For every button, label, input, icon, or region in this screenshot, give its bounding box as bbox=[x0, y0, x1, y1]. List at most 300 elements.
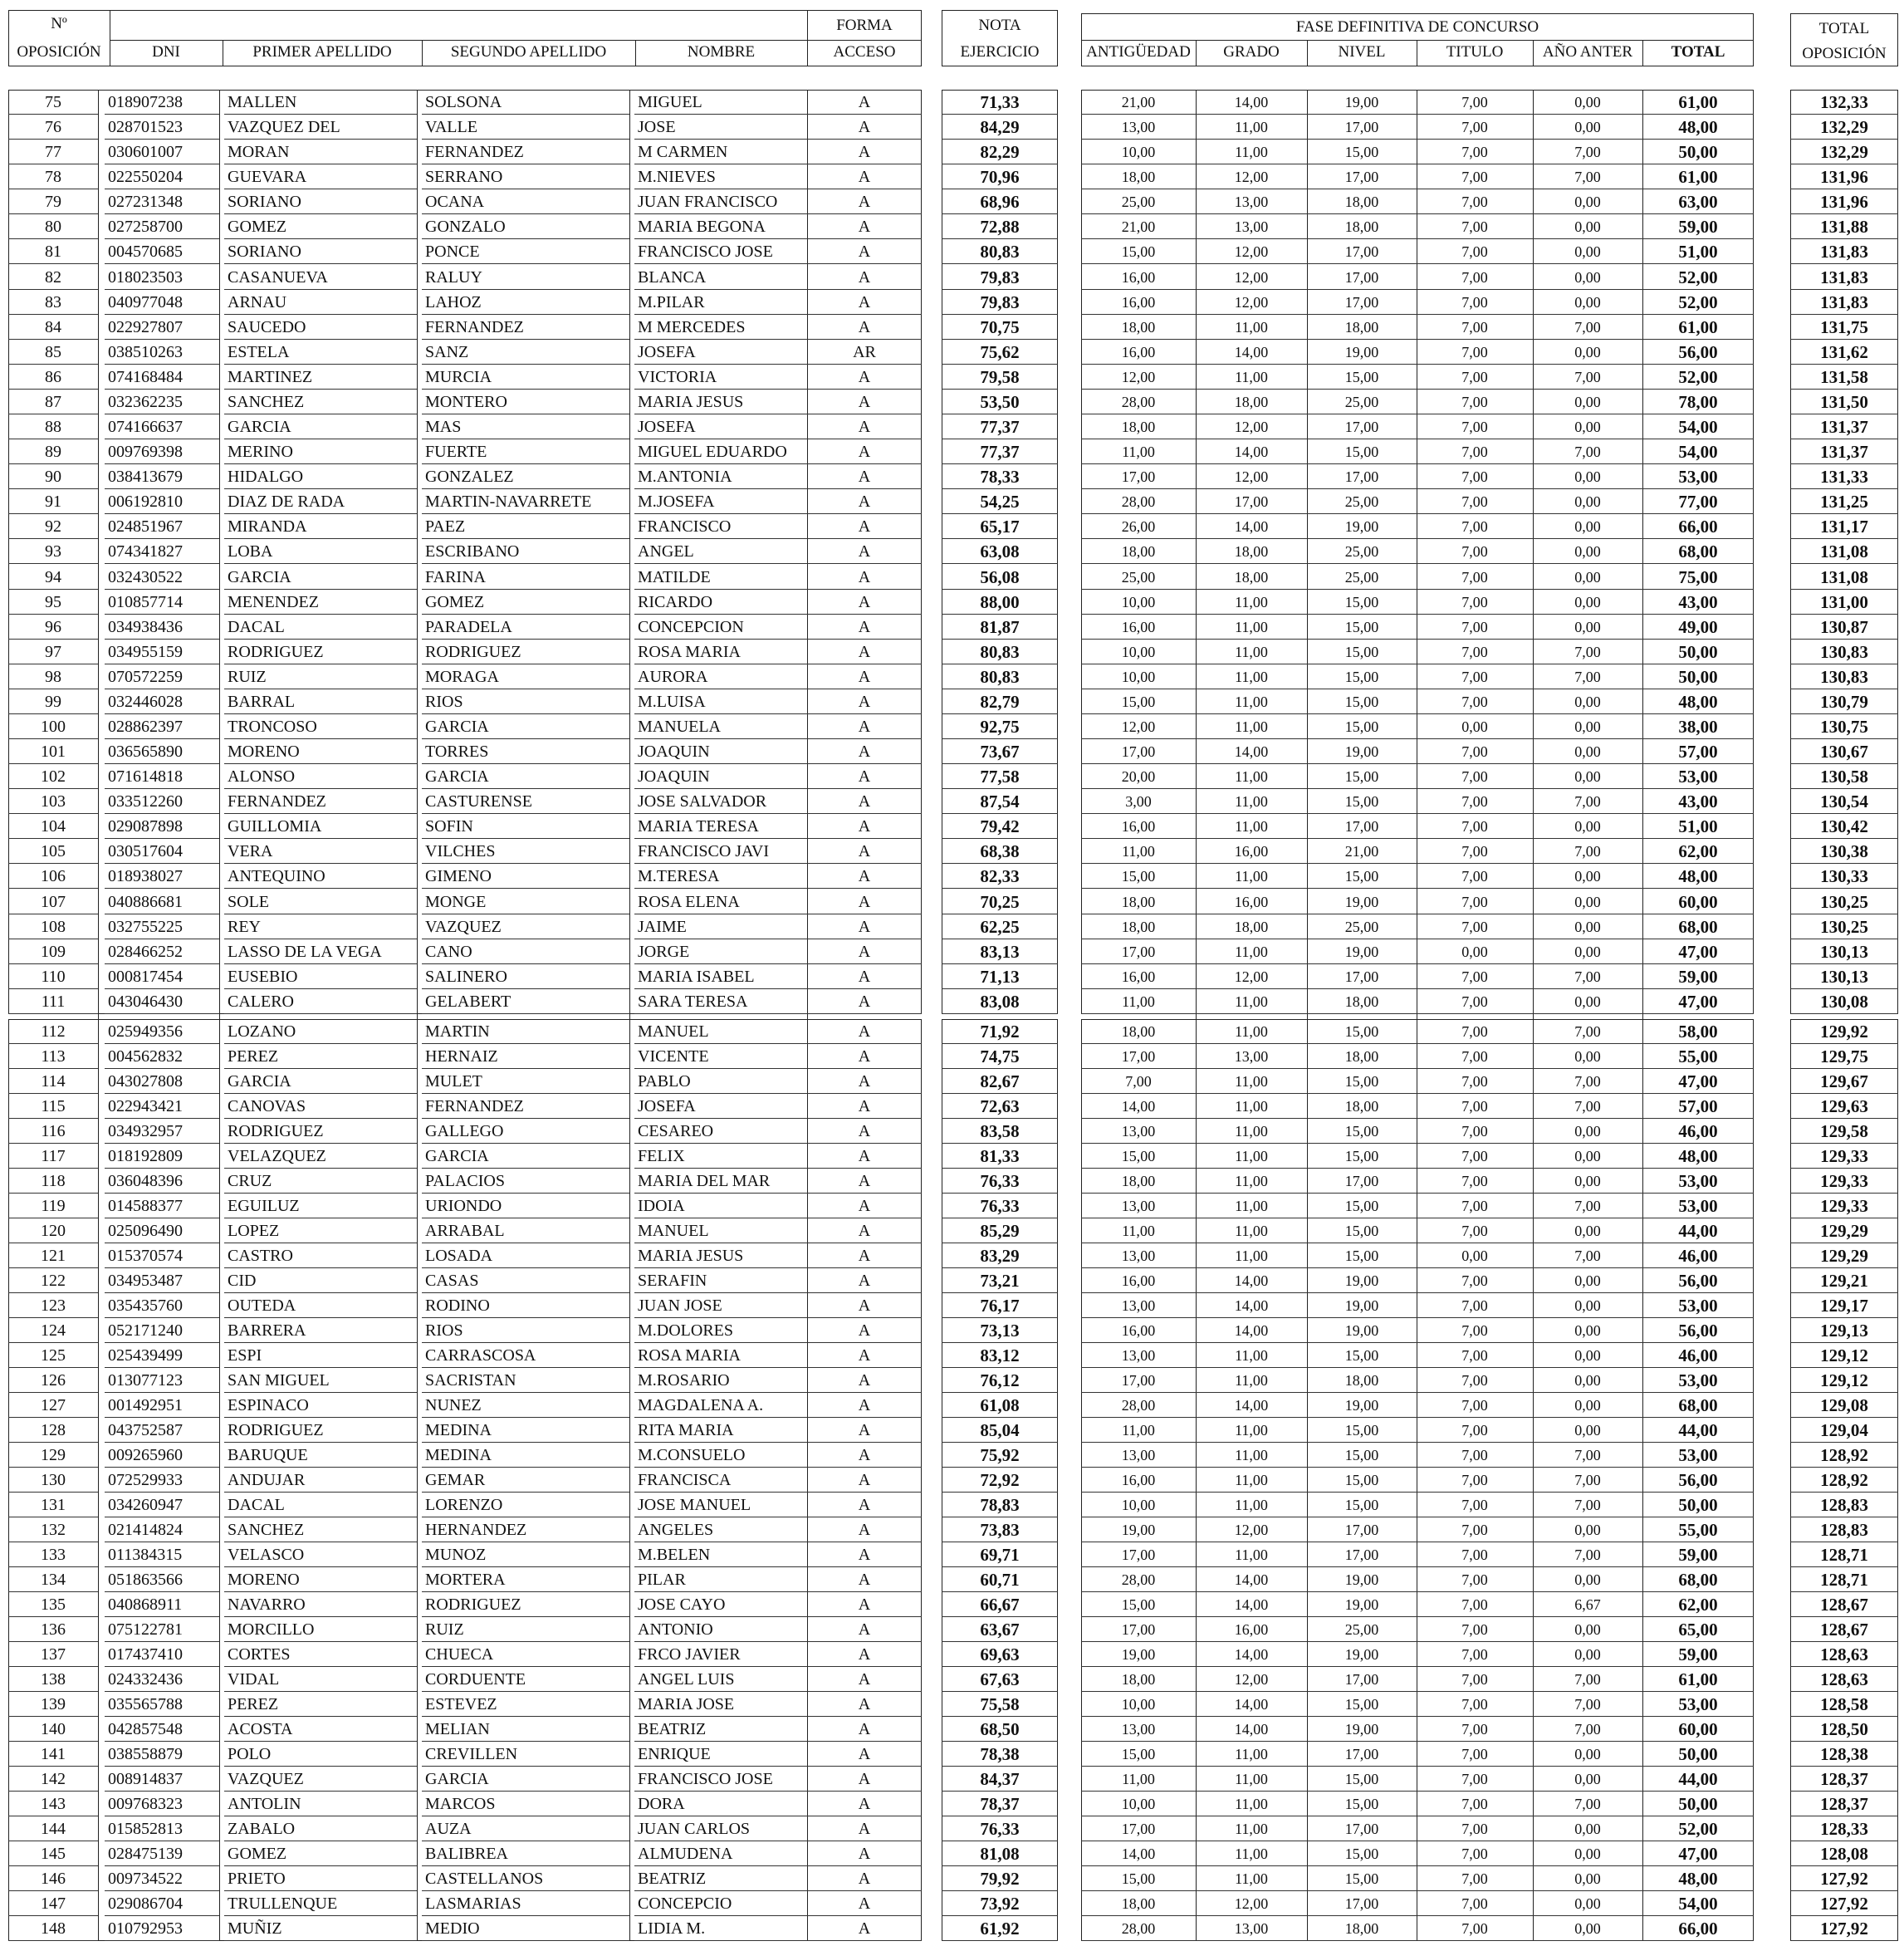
cell-forma-acceso: A bbox=[807, 890, 922, 914]
header-n-bottom: OPOSICIÓN bbox=[17, 43, 101, 61]
cell-forma-acceso: A bbox=[807, 764, 922, 789]
cell-anio-anter: 0,00 bbox=[1533, 714, 1642, 739]
cell-titulo: 7,00 bbox=[1417, 1343, 1533, 1368]
cell-anio-anter: 0,00 bbox=[1533, 739, 1642, 764]
cell-nota-ejercicio: 72,63 bbox=[942, 1094, 1058, 1119]
cell-segundo-apellido: PALACIOS bbox=[422, 1169, 629, 1194]
cell-antiguedad: 18,00 bbox=[1081, 1667, 1196, 1692]
cell-grado: 11,00 bbox=[1196, 590, 1307, 615]
cell-total-fase: 50,00 bbox=[1642, 640, 1754, 664]
cell-total-oposicion: 130,38 bbox=[1790, 839, 1898, 864]
cell-nota-ejercicio: 54,25 bbox=[942, 489, 1058, 514]
cell-nota-ejercicio: 67,63 bbox=[942, 1667, 1058, 1692]
cell-anio-anter: 7,00 bbox=[1533, 1667, 1642, 1692]
cell-dni: 074168484 bbox=[105, 365, 219, 390]
cell-nota-ejercicio: 79,42 bbox=[942, 814, 1058, 839]
cell-total-oposicion: 132,33 bbox=[1790, 90, 1898, 115]
cell-dni: 038558879 bbox=[105, 1742, 219, 1767]
cell-segundo-apellido: RODRIGUEZ bbox=[422, 1592, 629, 1617]
cell-primer-apellido: CALERO bbox=[224, 989, 417, 1014]
cell-anio-anter: 7,00 bbox=[1533, 1493, 1642, 1517]
cell-nivel: 15,00 bbox=[1307, 1119, 1417, 1144]
cell-total-oposicion: 129,29 bbox=[1790, 1218, 1898, 1243]
cell-total-oposicion: 129,08 bbox=[1790, 1393, 1898, 1418]
cell-total-fase: 50,00 bbox=[1642, 664, 1754, 689]
cell-forma-acceso: A bbox=[807, 164, 922, 189]
cell-nivel: 15,00 bbox=[1307, 1692, 1417, 1717]
cell-grado: 11,00 bbox=[1196, 1816, 1307, 1841]
cell-nivel: 15,00 bbox=[1307, 714, 1417, 739]
cell-titulo: 7,00 bbox=[1417, 489, 1533, 514]
table-row bbox=[0, 365, 1904, 390]
cell-antiguedad: 28,00 bbox=[1081, 1567, 1196, 1592]
cell-total-oposicion: 130,83 bbox=[1790, 664, 1898, 689]
table-row bbox=[0, 814, 1904, 839]
cell-anio-anter: 0,00 bbox=[1533, 265, 1642, 290]
cell-antiguedad: 10,00 bbox=[1081, 1692, 1196, 1717]
cell-n-oposicion: 76 bbox=[8, 115, 98, 140]
cell-segundo-apellido: RALUY bbox=[422, 265, 629, 290]
cell-total-fase: 53,00 bbox=[1642, 1194, 1754, 1218]
cell-nivel: 15,00 bbox=[1307, 1493, 1417, 1517]
cell-nota-ejercicio: 80,83 bbox=[942, 664, 1058, 689]
cell-nota-ejercicio: 79,58 bbox=[942, 365, 1058, 390]
cell-titulo: 7,00 bbox=[1417, 439, 1533, 464]
cell-segundo-apellido: VALLE bbox=[422, 115, 629, 140]
cell-grado: 11,00 bbox=[1196, 1742, 1307, 1767]
cell-nota-ejercicio: 78,83 bbox=[942, 1493, 1058, 1517]
cell-grado: 11,00 bbox=[1196, 1019, 1307, 1044]
cell-dni: 032430522 bbox=[105, 565, 219, 590]
cell-dni: 075122781 bbox=[105, 1617, 219, 1642]
cell-antiguedad: 25,00 bbox=[1081, 565, 1196, 590]
cell-nombre: MARIA BEGONA bbox=[634, 214, 807, 239]
cell-n-oposicion: 116 bbox=[8, 1119, 98, 1144]
cell-total-fase: 68,00 bbox=[1642, 1393, 1754, 1418]
cell-total-fase: 47,00 bbox=[1642, 939, 1754, 964]
cell-titulo: 7,00 bbox=[1417, 140, 1533, 164]
cell-total-fase: 53,00 bbox=[1642, 1368, 1754, 1393]
cell-dni: 040868911 bbox=[105, 1592, 219, 1617]
cell-antiguedad: 18,00 bbox=[1081, 414, 1196, 439]
cell-nivel: 17,00 bbox=[1307, 115, 1417, 140]
cell-n-oposicion: 130 bbox=[8, 1468, 98, 1493]
cell-total-oposicion: 130,42 bbox=[1790, 814, 1898, 839]
cell-nota-ejercicio: 74,75 bbox=[942, 1044, 1058, 1069]
cell-anio-anter: 0,00 bbox=[1533, 1368, 1642, 1393]
cell-nivel: 19,00 bbox=[1307, 1293, 1417, 1318]
cell-nota-ejercicio: 75,58 bbox=[942, 1692, 1058, 1717]
cell-primer-apellido: VAZQUEZ DEL bbox=[224, 115, 417, 140]
cell-total-fase: 56,00 bbox=[1642, 1468, 1754, 1493]
cell-anio-anter: 0,00 bbox=[1533, 489, 1642, 514]
cell-anio-anter: 0,00 bbox=[1533, 1169, 1642, 1194]
cell-n-oposicion: 101 bbox=[8, 739, 98, 764]
cell-grado: 11,00 bbox=[1196, 1468, 1307, 1493]
cell-segundo-apellido: FARINA bbox=[422, 565, 629, 590]
cell-total-fase: 53,00 bbox=[1642, 1692, 1754, 1717]
cell-dni: 015370574 bbox=[105, 1243, 219, 1268]
cell-antiguedad: 10,00 bbox=[1081, 590, 1196, 615]
cell-total-oposicion: 130,13 bbox=[1790, 939, 1898, 964]
cell-total-fase: 48,00 bbox=[1642, 115, 1754, 140]
cell-forma-acceso: A bbox=[807, 1468, 922, 1493]
cell-forma-acceso: A bbox=[807, 315, 922, 340]
cell-segundo-apellido: GELABERT bbox=[422, 989, 629, 1014]
cell-nivel: 19,00 bbox=[1307, 1268, 1417, 1293]
table-row bbox=[0, 914, 1904, 939]
cell-antiguedad: 17,00 bbox=[1081, 1617, 1196, 1642]
table-row bbox=[0, 1592, 1904, 1617]
table-row bbox=[0, 514, 1904, 539]
cell-nivel: 25,00 bbox=[1307, 539, 1417, 564]
cell-forma-acceso: A bbox=[807, 1592, 922, 1617]
cell-grado: 11,00 bbox=[1196, 615, 1307, 640]
cell-nombre: VICENTE bbox=[634, 1044, 807, 1069]
cell-total-oposicion: 132,29 bbox=[1790, 140, 1898, 164]
cell-nombre: JUAN JOSE bbox=[634, 1293, 807, 1318]
cell-total-oposicion: 131,88 bbox=[1790, 214, 1898, 239]
cell-primer-apellido: ANDUJAR bbox=[224, 1468, 417, 1493]
cell-nombre: JOSE CAYO bbox=[634, 1592, 807, 1617]
cell-n-oposicion: 94 bbox=[8, 565, 98, 590]
cell-nota-ejercicio: 70,75 bbox=[942, 315, 1058, 340]
cell-antiguedad: 10,00 bbox=[1081, 1493, 1196, 1517]
cell-nombre: FRCO JAVIER bbox=[634, 1642, 807, 1667]
cell-total-oposicion: 129,12 bbox=[1790, 1343, 1898, 1368]
cell-forma-acceso: A bbox=[807, 1841, 922, 1866]
cell-total-oposicion: 129,13 bbox=[1790, 1318, 1898, 1343]
cell-titulo: 7,00 bbox=[1417, 414, 1533, 439]
cell-nombre: ANGEL bbox=[634, 539, 807, 564]
table-row bbox=[0, 714, 1904, 739]
cell-primer-apellido: VELASCO bbox=[224, 1542, 417, 1567]
cell-nivel: 17,00 bbox=[1307, 1742, 1417, 1767]
cell-nombre: M.BELEN bbox=[634, 1542, 807, 1567]
cell-total-fase: 77,00 bbox=[1642, 489, 1754, 514]
cell-antiguedad: 18,00 bbox=[1081, 890, 1196, 914]
cell-n-oposicion: 120 bbox=[8, 1218, 98, 1243]
cell-total-oposicion: 131,00 bbox=[1790, 590, 1898, 615]
cell-n-oposicion: 99 bbox=[8, 689, 98, 714]
cell-titulo: 7,00 bbox=[1417, 1567, 1533, 1592]
header-total: TOTAL bbox=[1671, 43, 1725, 61]
cell-antiguedad: 15,00 bbox=[1081, 864, 1196, 889]
cell-total-fase: 44,00 bbox=[1642, 1218, 1754, 1243]
cell-titulo: 7,00 bbox=[1417, 789, 1533, 814]
cell-total-fase: 48,00 bbox=[1642, 1144, 1754, 1169]
cell-total-fase: 59,00 bbox=[1642, 214, 1754, 239]
cell-titulo: 7,00 bbox=[1417, 689, 1533, 714]
cell-total-oposicion: 130,08 bbox=[1790, 989, 1898, 1014]
cell-antiguedad: 13,00 bbox=[1081, 1343, 1196, 1368]
cell-total-oposicion: 128,37 bbox=[1790, 1792, 1898, 1816]
cell-nota-ejercicio: 56,08 bbox=[942, 565, 1058, 590]
cell-nota-ejercicio: 71,92 bbox=[942, 1019, 1058, 1044]
cell-total-fase: 54,00 bbox=[1642, 439, 1754, 464]
header-total-op-bottom: OPOSICIÓN bbox=[1802, 45, 1887, 62]
cell-dni: 009769398 bbox=[105, 439, 219, 464]
cell-dni: 040886681 bbox=[105, 890, 219, 914]
cell-anio-anter: 0,00 bbox=[1533, 590, 1642, 615]
cell-primer-apellido: ANTOLIN bbox=[224, 1792, 417, 1816]
cell-anio-anter: 0,00 bbox=[1533, 1767, 1642, 1792]
cell-antiguedad: 12,00 bbox=[1081, 714, 1196, 739]
cell-nota-ejercicio: 81,08 bbox=[942, 1841, 1058, 1866]
cell-titulo: 7,00 bbox=[1417, 839, 1533, 864]
cell-total-oposicion: 128,67 bbox=[1790, 1592, 1898, 1617]
cell-nivel: 18,00 bbox=[1307, 1368, 1417, 1393]
cell-anio-anter: 0,00 bbox=[1533, 989, 1642, 1014]
cell-nivel: 21,00 bbox=[1307, 839, 1417, 864]
cell-nota-ejercicio: 68,50 bbox=[942, 1717, 1058, 1742]
cell-nota-ejercicio: 75,62 bbox=[942, 340, 1058, 365]
cell-primer-apellido: ESTELA bbox=[224, 340, 417, 365]
cell-primer-apellido: MUÑIZ bbox=[224, 1916, 417, 1941]
cell-n-oposicion: 81 bbox=[8, 239, 98, 264]
cell-anio-anter: 0,00 bbox=[1533, 539, 1642, 564]
cell-primer-apellido: MARTINEZ bbox=[224, 365, 417, 390]
table-row bbox=[0, 1493, 1904, 1517]
cell-nota-ejercicio: 83,29 bbox=[942, 1243, 1058, 1268]
cell-n-oposicion: 104 bbox=[8, 814, 98, 839]
cell-grado: 13,00 bbox=[1196, 214, 1307, 239]
cell-n-oposicion: 103 bbox=[8, 789, 98, 814]
cell-forma-acceso: A bbox=[807, 1343, 922, 1368]
cell-nivel: 15,00 bbox=[1307, 864, 1417, 889]
cell-nota-ejercicio: 76,33 bbox=[942, 1169, 1058, 1194]
cell-nombre: AURORA bbox=[634, 664, 807, 689]
cell-antiguedad: 11,00 bbox=[1081, 1767, 1196, 1792]
cell-segundo-apellido: VILCHES bbox=[422, 839, 629, 864]
cell-dni: 034260947 bbox=[105, 1493, 219, 1517]
cell-antiguedad: 11,00 bbox=[1081, 839, 1196, 864]
cell-segundo-apellido: MULET bbox=[422, 1069, 629, 1094]
cell-titulo: 7,00 bbox=[1417, 1767, 1533, 1792]
cell-nombre: BEATRIZ bbox=[634, 1717, 807, 1742]
cell-anio-anter: 0,00 bbox=[1533, 239, 1642, 264]
cell-forma-acceso: A bbox=[807, 789, 922, 814]
cell-n-oposicion: 87 bbox=[8, 390, 98, 414]
cell-anio-anter: 0,00 bbox=[1533, 1044, 1642, 1069]
cell-n-oposicion: 109 bbox=[8, 939, 98, 964]
cell-dni: 030517604 bbox=[105, 839, 219, 864]
cell-total-fase: 57,00 bbox=[1642, 739, 1754, 764]
cell-segundo-apellido: FERNANDEZ bbox=[422, 1094, 629, 1119]
cell-nota-ejercicio: 73,67 bbox=[942, 739, 1058, 764]
cell-dni: 043027808 bbox=[105, 1069, 219, 1094]
cell-nombre: CESAREO bbox=[634, 1119, 807, 1144]
cell-titulo: 7,00 bbox=[1417, 1592, 1533, 1617]
cell-grado: 18,00 bbox=[1196, 539, 1307, 564]
cell-total-oposicion: 130,67 bbox=[1790, 739, 1898, 764]
cell-segundo-apellido: SOLSONA bbox=[422, 90, 629, 115]
cell-total-fase: 62,00 bbox=[1642, 1592, 1754, 1617]
cell-total-fase: 52,00 bbox=[1642, 265, 1754, 290]
cell-segundo-apellido: MONGE bbox=[422, 890, 629, 914]
cell-segundo-apellido: CARRASCOSA bbox=[422, 1343, 629, 1368]
cell-forma-acceso: A bbox=[807, 290, 922, 315]
cell-total-oposicion: 129,75 bbox=[1790, 1044, 1898, 1069]
cell-nombre: M.ANTONIA bbox=[634, 464, 807, 489]
cell-nivel: 15,00 bbox=[1307, 640, 1417, 664]
cell-primer-apellido: LOBA bbox=[224, 539, 417, 564]
cell-antiguedad: 26,00 bbox=[1081, 514, 1196, 539]
cell-nota-ejercicio: 72,92 bbox=[942, 1468, 1058, 1493]
cell-segundo-apellido: GARCIA bbox=[422, 714, 629, 739]
cell-segundo-apellido: CORDUENTE bbox=[422, 1667, 629, 1692]
cell-titulo: 7,00 bbox=[1417, 739, 1533, 764]
cell-titulo: 7,00 bbox=[1417, 1019, 1533, 1044]
cell-dni: 072529933 bbox=[105, 1468, 219, 1493]
cell-dni: 024851967 bbox=[105, 514, 219, 539]
cell-dni: 024332436 bbox=[105, 1667, 219, 1692]
cell-anio-anter: 0,00 bbox=[1533, 1517, 1642, 1542]
cell-titulo: 7,00 bbox=[1417, 1468, 1533, 1493]
cell-nivel: 17,00 bbox=[1307, 1816, 1417, 1841]
cell-anio-anter: 0,00 bbox=[1533, 890, 1642, 914]
cell-anio-anter: 7,00 bbox=[1533, 1443, 1642, 1468]
cell-anio-anter: 0,00 bbox=[1533, 514, 1642, 539]
cell-total-fase: 53,00 bbox=[1642, 764, 1754, 789]
cell-nivel: 18,00 bbox=[1307, 1044, 1417, 1069]
cell-nombre: MIGUEL bbox=[634, 90, 807, 115]
cell-anio-anter: 0,00 bbox=[1533, 290, 1642, 315]
cell-forma-acceso: A bbox=[807, 464, 922, 489]
cell-antiguedad: 17,00 bbox=[1081, 1816, 1196, 1841]
cell-nota-ejercicio: 84,37 bbox=[942, 1767, 1058, 1792]
cell-titulo: 7,00 bbox=[1417, 590, 1533, 615]
cell-grado: 14,00 bbox=[1196, 340, 1307, 365]
cell-forma-acceso: A bbox=[807, 1891, 922, 1916]
cell-dni: 030601007 bbox=[105, 140, 219, 164]
cell-nombre: ROSA ELENA bbox=[634, 890, 807, 914]
cell-grado: 11,00 bbox=[1196, 1767, 1307, 1792]
cell-total-oposicion: 129,12 bbox=[1790, 1368, 1898, 1393]
cell-anio-anter: 0,00 bbox=[1533, 814, 1642, 839]
cell-antiguedad: 13,00 bbox=[1081, 115, 1196, 140]
cell-primer-apellido: SANCHEZ bbox=[224, 390, 417, 414]
cell-titulo: 7,00 bbox=[1417, 565, 1533, 590]
cell-grado: 13,00 bbox=[1196, 189, 1307, 214]
cell-nombre: RITA MARIA bbox=[634, 1418, 807, 1443]
cell-total-fase: 65,00 bbox=[1642, 1617, 1754, 1642]
cell-forma-acceso: A bbox=[807, 964, 922, 989]
cell-antiguedad: 13,00 bbox=[1081, 1443, 1196, 1468]
cell-dni: 025949356 bbox=[105, 1019, 219, 1044]
cell-titulo: 7,00 bbox=[1417, 290, 1533, 315]
cell-nota-ejercicio: 69,71 bbox=[942, 1542, 1058, 1567]
cell-nota-ejercicio: 79,83 bbox=[942, 290, 1058, 315]
cell-n-oposicion: 142 bbox=[8, 1767, 98, 1792]
cell-n-oposicion: 129 bbox=[8, 1443, 98, 1468]
cell-titulo: 7,00 bbox=[1417, 1318, 1533, 1343]
cell-titulo: 7,00 bbox=[1417, 640, 1533, 664]
cell-nombre: MANUELA bbox=[634, 714, 807, 739]
table-row bbox=[0, 1816, 1904, 1841]
cell-antiguedad: 28,00 bbox=[1081, 1393, 1196, 1418]
cell-primer-apellido: CORTES bbox=[224, 1642, 417, 1667]
cell-grado: 11,00 bbox=[1196, 764, 1307, 789]
cell-nota-ejercicio: 82,29 bbox=[942, 140, 1058, 164]
cell-segundo-apellido: CASTURENSE bbox=[422, 789, 629, 814]
table-row bbox=[0, 964, 1904, 989]
cell-total-fase: 60,00 bbox=[1642, 890, 1754, 914]
cell-n-oposicion: 107 bbox=[8, 890, 98, 914]
cell-grado: 11,00 bbox=[1196, 1866, 1307, 1891]
cell-total-fase: 66,00 bbox=[1642, 514, 1754, 539]
cell-dni: 010792953 bbox=[105, 1916, 219, 1941]
cell-n-oposicion: 138 bbox=[8, 1667, 98, 1692]
cell-total-oposicion: 131,75 bbox=[1790, 315, 1898, 340]
cell-nivel: 19,00 bbox=[1307, 1318, 1417, 1343]
header-total-op-top: TOTAL bbox=[1818, 20, 1870, 37]
cell-titulo: 7,00 bbox=[1417, 1517, 1533, 1542]
cell-nota-ejercicio: 63,08 bbox=[942, 539, 1058, 564]
cell-titulo: 7,00 bbox=[1417, 115, 1533, 140]
cell-grado: 16,00 bbox=[1196, 890, 1307, 914]
cell-n-oposicion: 102 bbox=[8, 764, 98, 789]
cell-antiguedad: 10,00 bbox=[1081, 1792, 1196, 1816]
cell-nombre: M.NIEVES bbox=[634, 164, 807, 189]
cell-titulo: 7,00 bbox=[1417, 1069, 1533, 1094]
cell-nivel: 18,00 bbox=[1307, 989, 1417, 1014]
cell-total-oposicion: 131,96 bbox=[1790, 164, 1898, 189]
cell-dni: 014588377 bbox=[105, 1194, 219, 1218]
cell-antiguedad: 17,00 bbox=[1081, 464, 1196, 489]
cell-grado: 12,00 bbox=[1196, 1667, 1307, 1692]
cell-total-oposicion: 129,04 bbox=[1790, 1418, 1898, 1443]
table-row bbox=[0, 1692, 1904, 1717]
table-row bbox=[0, 1792, 1904, 1816]
cell-dni: 042857548 bbox=[105, 1717, 219, 1742]
cell-total-oposicion: 130,54 bbox=[1790, 789, 1898, 814]
cell-n-oposicion: 90 bbox=[8, 464, 98, 489]
cell-nombre: PABLO bbox=[634, 1069, 807, 1094]
cell-n-oposicion: 115 bbox=[8, 1094, 98, 1119]
cell-primer-apellido: RODRIGUEZ bbox=[224, 640, 417, 664]
cell-segundo-apellido: GOMEZ bbox=[422, 590, 629, 615]
cell-nivel: 25,00 bbox=[1307, 565, 1417, 590]
cell-segundo-apellido: LAHOZ bbox=[422, 290, 629, 315]
cell-nombre: JOSE bbox=[634, 115, 807, 140]
cell-nota-ejercicio: 83,12 bbox=[942, 1343, 1058, 1368]
cell-total-oposicion: 129,21 bbox=[1790, 1268, 1898, 1293]
cell-total-fase: 66,00 bbox=[1642, 1916, 1754, 1941]
cell-total-oposicion: 128,63 bbox=[1790, 1642, 1898, 1667]
cell-total-oposicion: 128,83 bbox=[1790, 1493, 1898, 1517]
cell-nota-ejercicio: 76,12 bbox=[942, 1368, 1058, 1393]
cell-primer-apellido: POLO bbox=[224, 1742, 417, 1767]
table-row bbox=[0, 1243, 1904, 1268]
cell-n-oposicion: 128 bbox=[8, 1418, 98, 1443]
cell-grado: 18,00 bbox=[1196, 390, 1307, 414]
table-row bbox=[0, 214, 1904, 239]
cell-total-oposicion: 131,08 bbox=[1790, 539, 1898, 564]
cell-segundo-apellido: RODINO bbox=[422, 1293, 629, 1318]
cell-forma-acceso: A bbox=[807, 1293, 922, 1318]
cell-nivel: 19,00 bbox=[1307, 514, 1417, 539]
cell-anio-anter: 0,00 bbox=[1533, 1418, 1642, 1443]
cell-nota-ejercicio: 75,92 bbox=[942, 1443, 1058, 1468]
cell-forma-acceso: A bbox=[807, 989, 922, 1014]
cell-nota-ejercicio: 78,38 bbox=[942, 1742, 1058, 1767]
cell-antiguedad: 16,00 bbox=[1081, 1268, 1196, 1293]
table-row bbox=[0, 640, 1904, 664]
cell-dni: 034938436 bbox=[105, 615, 219, 640]
cell-antiguedad: 12,00 bbox=[1081, 365, 1196, 390]
cell-anio-anter: 7,00 bbox=[1533, 1692, 1642, 1717]
